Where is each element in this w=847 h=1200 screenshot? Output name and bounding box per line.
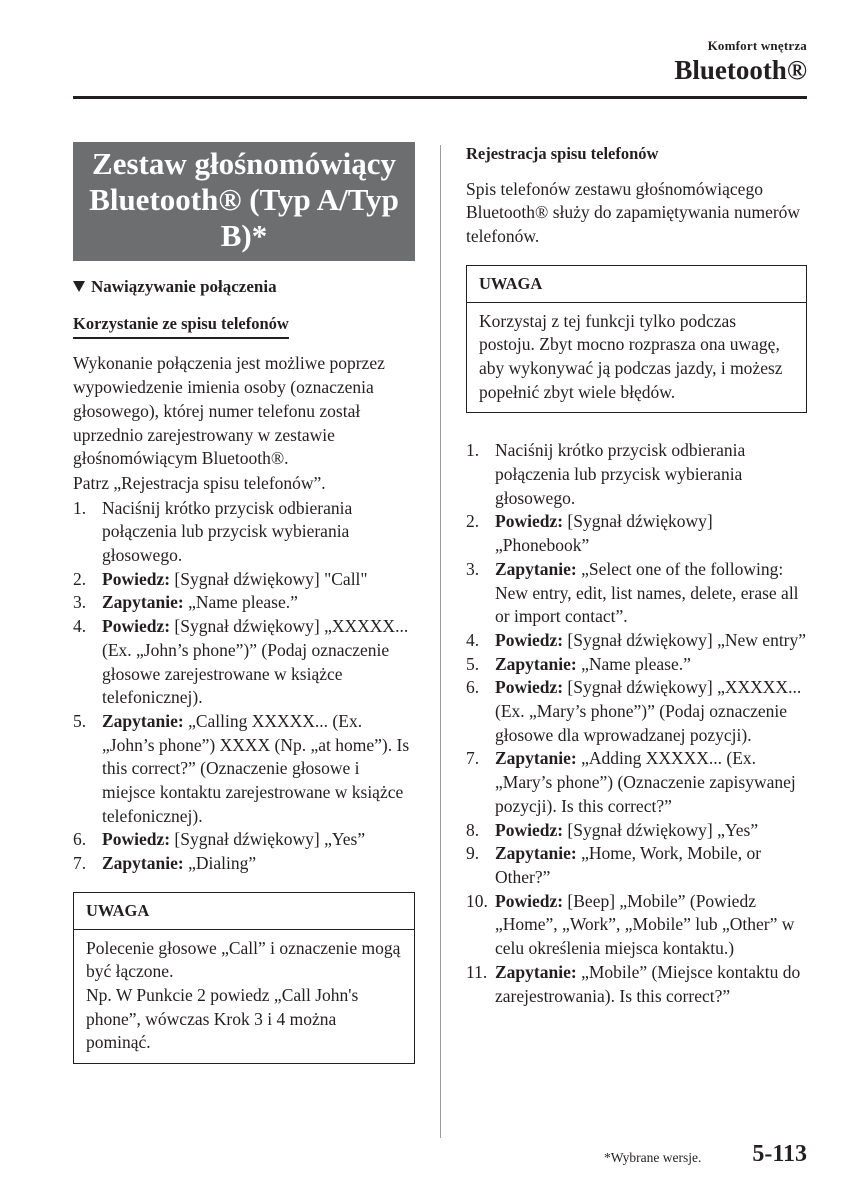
list-item	[466, 653, 807, 677]
step-keyword: Zapytanie:	[495, 748, 577, 769]
step-keyword: Powiedz:	[495, 890, 564, 911]
step-number: 7.	[466, 748, 480, 769]
note-text-line-2: Np. W Punkcie 2 powiedz „Call John's phone”, wówczas Krok 3 i 4 można pominąć.	[86, 984, 359, 1053]
step-text	[102, 591, 415, 615]
step-text-body: [Sygnał dźwiękowy] „Phonebook”	[495, 511, 713, 556]
step-text	[495, 819, 807, 843]
step-text-body: „Select one of the following: New entry, edit, list names, delete, erase all or import contact”.	[495, 558, 799, 627]
list-item	[73, 828, 415, 852]
step-text-body: „Name please.”	[183, 592, 298, 613]
step-number: 1.	[466, 440, 480, 461]
step-text-body: Naciśnij krótko przycisk odbierania połączenia lub przycisk wybierania głosowego.	[495, 440, 746, 508]
step-text-body: [Sygnał dźwiękowy] „Yes”	[563, 819, 759, 840]
step-text-body: „Mobile” (Miejsce kontaktu do zarejestrowania). Is this correct?”	[495, 961, 801, 1006]
step-text	[495, 558, 807, 629]
intro-paragraph: Spis telefonów zestawu głośnomówiącego Bluetooth® służy do zapamiętywania numerów telefonów.	[466, 178, 801, 247]
list-item	[73, 497, 415, 568]
step-number: 9.	[466, 843, 480, 864]
registration-steps-list	[466, 439, 807, 1008]
section-title-line-3: B)*	[220, 218, 268, 253]
list-item	[466, 747, 807, 818]
section-title-box	[73, 142, 415, 261]
list-item	[466, 510, 807, 557]
step-keyword: Powiedz:	[495, 629, 564, 650]
see-reference: Patrz „Rejestracja spisu telefonów”.	[73, 472, 326, 493]
phonebook-usage-heading: Korzystanie ze spisu telefonów	[73, 312, 289, 340]
list-item	[466, 961, 807, 1008]
step-number: 11.	[466, 961, 488, 982]
step-keyword: Powiedz:	[102, 616, 171, 637]
step-text	[102, 615, 415, 710]
step-text-body: [Sygnał dźwiękowy] „New entry”	[563, 629, 807, 650]
list-item	[466, 819, 807, 843]
note-text-line-1: Polecenie głosowe „Call” i oznaczenie mogą być łączone.	[86, 937, 401, 982]
section-title-line-1: Zestaw głośnomówiący	[92, 146, 396, 181]
step-keyword: Zapytanie:	[495, 843, 577, 864]
step-text	[102, 497, 415, 568]
step-text	[495, 890, 807, 961]
list-item	[73, 615, 415, 710]
left-column	[73, 142, 415, 1064]
page-number: 5-113	[752, 1141, 807, 1167]
header-rule	[73, 96, 807, 99]
step-text	[102, 828, 415, 852]
step-text-body: Naciśnij krótko przycisk odbierania połączenia lub przycisk wybierania głosowego.	[102, 497, 353, 566]
step-text	[495, 653, 807, 677]
call-steps-list	[73, 497, 415, 876]
step-text-body: [Sygnał dźwiękowy] "Call"	[170, 568, 368, 589]
note-label: UWAGA	[467, 266, 806, 303]
list-item	[466, 676, 807, 747]
step-text	[102, 568, 415, 592]
list-item	[466, 629, 807, 653]
step-number: 8.	[466, 819, 480, 840]
column-divider	[440, 145, 441, 1138]
section-title-line-2: Bluetooth® (Typ A/Typ	[89, 182, 399, 217]
step-text-body: [Beep] „Mobile” (Powiedz „Home”, „Work”, „Mobile” lub „Other” w celu określenia miejsca kontaktu.)	[495, 890, 795, 959]
note-body	[74, 930, 414, 1064]
step-text-body: „Calling XXXXX... (Ex. „John’s phone”) XXXX (Np. „at home”). Is this correct?” (Oznaczenie głosowe i miejsce kontaktu zarejestrowane w książce telefonicznej).	[102, 710, 410, 826]
step-number: 5.	[73, 710, 87, 731]
step-number: 6.	[466, 677, 480, 698]
list-item	[73, 710, 415, 829]
note-label: UWAGA	[74, 893, 414, 930]
step-number: 2.	[73, 568, 87, 589]
step-keyword: Powiedz:	[495, 511, 564, 532]
step-keyword: Zapytanie:	[102, 710, 184, 731]
list-item	[466, 890, 807, 961]
step-number: 2.	[466, 511, 480, 532]
subsection-heading	[73, 275, 415, 299]
list-item	[73, 591, 415, 615]
list-item	[466, 439, 807, 510]
step-keyword: Powiedz:	[102, 829, 171, 850]
step-text-body: [Sygnał dźwiękowy] „XXXXX... (Ex. „Mary’s phone”)” (Podaj oznaczenie głosowe dla wprowadzanej pozycji).	[495, 677, 802, 745]
step-text-body: „Adding XXXXX... (Ex. „Mary’s phone”) (Oznaczenie zapisywanej pozycji). Is this correct?”	[495, 748, 796, 816]
step-text	[495, 629, 807, 653]
step-number: 6.	[73, 829, 87, 850]
step-number: 10.	[466, 890, 488, 911]
note-box	[466, 265, 807, 414]
note-text: Korzystaj z tej funkcji tylko podczas postoju. Zbyt mocno rozprasza ona uwagę, aby wykonywać ją podczas jazdy, i możesz popełnić zbyt wiele błędów.	[479, 310, 783, 402]
step-keyword: Zapytanie:	[102, 853, 184, 874]
step-number: 3.	[466, 558, 480, 579]
step-number: 1.	[73, 497, 87, 518]
step-number: 4.	[73, 616, 87, 637]
step-text	[495, 676, 807, 747]
step-text	[102, 710, 415, 829]
step-number: 5.	[466, 653, 480, 674]
note-body	[467, 303, 806, 413]
right-column	[466, 142, 807, 1008]
subsection-heading-text: Nawiązywanie połączenia	[91, 277, 277, 296]
list-item	[73, 568, 415, 592]
phonebook-registration-heading: Rejestracja spisu telefonów	[466, 144, 659, 163]
step-text-body: „Name please.”	[576, 653, 691, 674]
step-text-body: [Sygnał dźwiękowy] „Yes”	[170, 829, 366, 850]
step-text	[495, 510, 807, 557]
step-text	[495, 439, 807, 510]
step-keyword: Powiedz:	[495, 677, 564, 698]
step-keyword: Powiedz:	[102, 568, 171, 589]
step-text	[495, 961, 807, 1008]
step-keyword: Zapytanie:	[495, 653, 577, 674]
step-keyword: Zapytanie:	[495, 961, 577, 982]
step-text	[495, 747, 807, 818]
step-number: 4.	[466, 629, 480, 650]
chapter-title: Bluetooth®	[674, 55, 807, 85]
section-label: Komfort wnętrza	[707, 38, 807, 53]
step-text-body: [Sygnał dźwiękowy] „XXXXX... (Ex. „John’s phone”)” (Podaj oznaczenie głosowe zarejestrowane w książce telefonicznej).	[102, 616, 409, 708]
footnote: *Wybrane wersje.	[604, 1150, 702, 1165]
step-text-body: „Home, Work, Mobile, or Other?”	[495, 843, 762, 887]
step-text	[102, 852, 415, 876]
list-item	[466, 842, 807, 889]
step-keyword: Zapytanie:	[495, 558, 577, 579]
list-item	[466, 558, 807, 629]
triangle-down-icon	[73, 281, 85, 292]
step-text-body: „Dialing”	[183, 853, 257, 874]
step-keyword: Powiedz:	[495, 819, 564, 840]
step-text	[495, 842, 807, 889]
step-number: 3.	[73, 592, 87, 613]
step-number: 7.	[73, 853, 87, 874]
note-box	[73, 892, 415, 1064]
intro-paragraph: Wykonanie połączenia jest możliwe poprzez wypowiedzenie imienia osoby (oznaczenia głosowego), której numer telefonu został uprzednio zarejestrowany w zestawie głośnomówiącym Bluetooth®.	[73, 353, 385, 469]
list-item	[73, 852, 415, 876]
step-keyword: Zapytanie:	[102, 592, 184, 613]
